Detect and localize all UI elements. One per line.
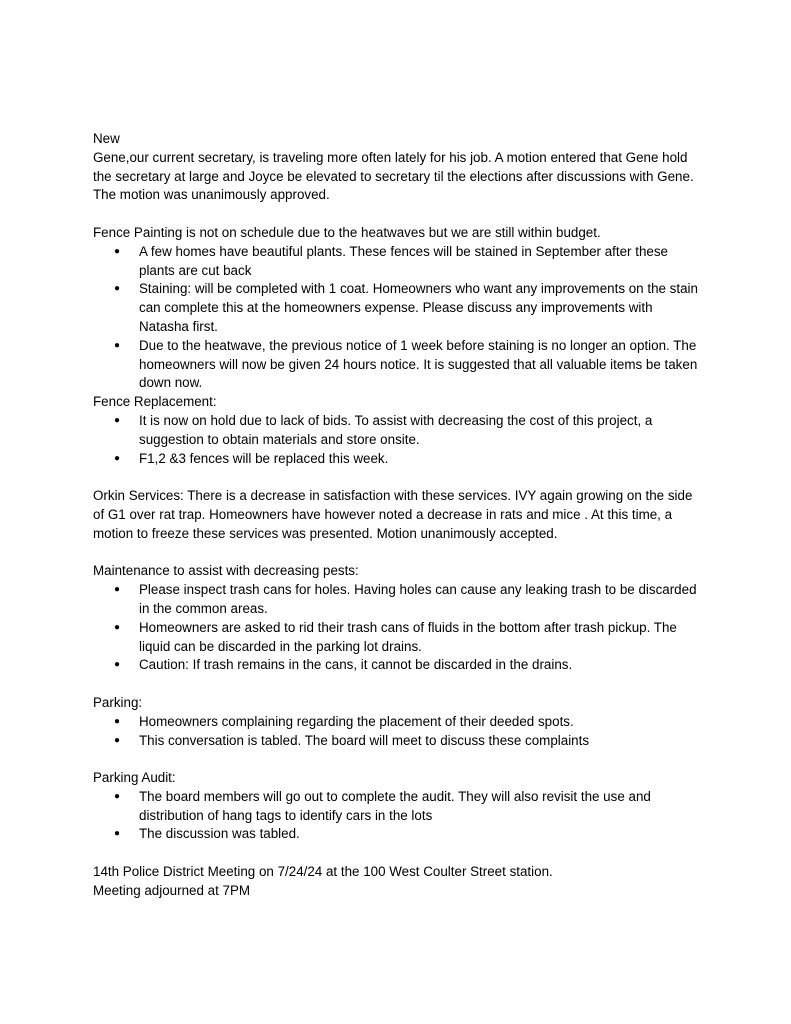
list-item: ● This conversation is tabled. The board will meet to discuss these complaints bbox=[93, 732, 703, 751]
motion-approved-text: The motion was unanimously approved. bbox=[93, 187, 330, 203]
parking-list bbox=[93, 713, 703, 751]
maintenance-heading: Maintenance to assist with decreasing pests: bbox=[93, 563, 359, 579]
spacer bbox=[93, 544, 703, 563]
spacer bbox=[93, 750, 703, 769]
police-meeting-text: 14th Police District Meeting on 7/24/24 at the 100 West Coulter Street station. bbox=[93, 864, 553, 880]
list-item: ● The discussion was tabled. bbox=[93, 825, 703, 844]
parking-audit-list bbox=[93, 788, 703, 844]
list-item: ● A few homes have beautiful plants. These fences will be stained in September after these plants are cut back bbox=[93, 243, 703, 281]
list-item: ● It is now on hold due to lack of bids. To assist with decreasing the cost of this project, a suggestion to obtain materials and store onsite. bbox=[93, 412, 703, 450]
parking-audit-heading: Parking Audit: bbox=[93, 770, 176, 786]
spacer bbox=[93, 468, 703, 487]
parking-heading: Parking: bbox=[93, 694, 143, 710]
fence-painting-list bbox=[93, 243, 703, 393]
section-heading-new: New bbox=[93, 131, 120, 146]
list-item: ● Staining: will be completed with 1 coat. Homeowners who want any improvements on the stain can complete this at the homeowners expense. Please discuss any improvements with Natasha first. bbox=[93, 280, 703, 336]
adjourned-text: Meeting adjourned at 7PM bbox=[93, 882, 251, 898]
spacer bbox=[93, 675, 703, 694]
list-item: ● Due to the heatwave, the previous notice of 1 week before staining is no longer an option. The homeowners will now be given 24 hours notice. It is suggested that all valuable items be taken down now. bbox=[93, 337, 703, 393]
orkin-services-paragraph: Orkin Services: There is a decrease in satisfaction with these services. IVY again growing on the side of G1 over rat trap. Homeowners have however noted a decrease in rats and mice . At this time, a motion to freeze these services was presented. Motion unanimously accepted. bbox=[93, 488, 693, 541]
meeting-minutes bbox=[93, 130, 703, 901]
spacer bbox=[93, 205, 703, 224]
list-item: ● Homeowners complaining regarding the placement of their deeded spots. bbox=[93, 713, 703, 732]
fence-replacement-list bbox=[93, 412, 703, 468]
secretary-paragraph: Gene,our current secretary, is traveling more often lately for his job. A motion entered that Gene hold the secretary at large and Joyce be elevated to secretary til the elections after discussions with Gene. bbox=[93, 149, 694, 184]
list-item: ● Please inspect trash cans for holes. Having holes can cause any leaking trash to be discarded in the common areas. bbox=[93, 581, 703, 619]
maintenance-list bbox=[93, 581, 703, 675]
list-item: ● Caution: If trash remains in the cans, it cannot be discarded in the drains. bbox=[93, 656, 703, 675]
list-item: ● Homeowners are asked to rid their trash cans of fluids in the bottom after trash pickup. The liquid can be discarded in the parking lot drains. bbox=[93, 619, 703, 657]
list-item: ● The board members will go out to complete the audit. They will also revisit the use and distribution of hang tags to identify cars in the lots bbox=[93, 788, 703, 826]
fence-painting-heading: Fence Painting is not on schedule due to the heatwaves but we are still within budget. bbox=[93, 224, 601, 240]
list-item: ● F1,2 &3 fences will be replaced this week. bbox=[93, 450, 703, 469]
fence-replacement-heading: Fence Replacement: bbox=[93, 394, 217, 410]
spacer bbox=[93, 844, 703, 863]
